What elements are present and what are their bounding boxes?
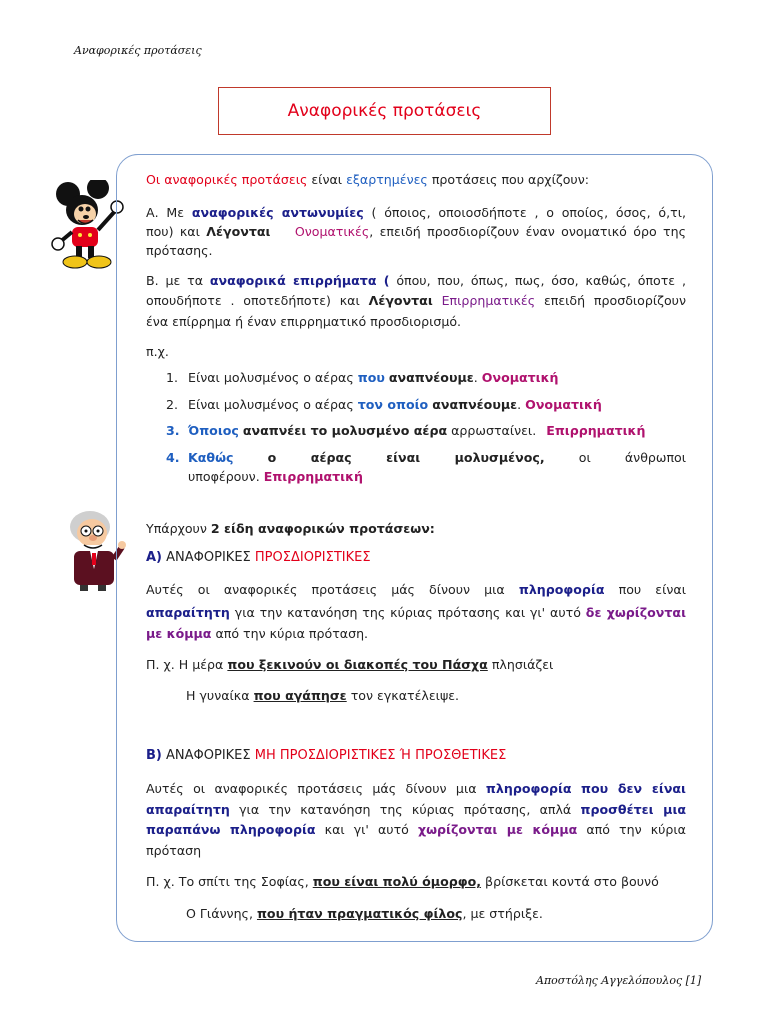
adverbs-line-3: ένα επίρρημα ή έναν επιρρηματικό προσδιορισμό. (146, 314, 462, 329)
section-a-line-3: με κόμμα από την κύρια πρόταση. (146, 626, 369, 641)
types-heading: Υπάρχουν 2 είδη αναφορικών προτάσεων: (146, 521, 435, 536)
section-b-line-4: πρόταση (146, 843, 202, 858)
pronouns-line-1: Α. Με αναφορικές αντωνυμίες ( όποιος, οποιοσδήποτε , ο οποίος, όσος, ό,τι, (146, 205, 686, 220)
adverbs-line-1: Β. με τα αναφορικά επιρρήματα ( όπου, που, όπως, πως, όσο, καθώς, όποτε , (146, 273, 686, 288)
adverbs-line-2: οπουδήποτε . οποτεδήποτε) και Λέγονται Επιρρηματικές επειδή προσδιορίζουν (146, 293, 686, 308)
section-b-line-1: Αυτές οι αναφορικές προτάσεις μάς δίνουν μια πληροφορία που δεν είναι (146, 781, 686, 796)
section-a-line-2: απαραίτητη για την κατανόηση της κύριας πρότασης και γι' αυτό δε χωρίζονται (146, 605, 686, 620)
title-box (218, 87, 551, 135)
example-1: 1. Είναι μολυσμένος ο αέρας που αναπνέουμε. Ονοματική (166, 370, 559, 385)
section-b-line-2: απαραίτητη για την κατανόηση της κύριας πρότασης, απλά προσθέτει μια (146, 802, 687, 817)
mickey-mouse-icon (50, 180, 126, 272)
section-b-example-1: Π. χ. Το σπίτι της Σοφίας, που είναι πολύ όμορφο, βρίσκεται κοντά στο βουνό (146, 874, 659, 889)
example-4-line-2: υποφέρουν. Επιρρηματική (188, 469, 363, 484)
example-3: 3. Όποιος αναπνέει το μολυσμένο αέρα αρρωσταίνει. Επιρρηματική (166, 423, 646, 438)
section-a-example-1: Π. χ. Η μέρα που ξεκινούν οι διακοπές του Πάσχα πλησιάζει (146, 657, 554, 672)
example-4-line-1: 4. Καθώς ο αέρας είναι μολυσμένος, οι άνθρωποι (166, 450, 686, 465)
pronouns-line-2: που) και Λέγονται Ονοματικές, επειδή προσδιορίζουν έναν ονοματικό όρο της (146, 224, 686, 239)
section-a-example-2: Η γυναίκα που αγάπησε τον εγκατέλειψε. (186, 688, 460, 703)
example-2: 2. Είναι μολυσμένος ο αέρας τον οποίο αναπνέουμε. Ονοματική (166, 397, 602, 412)
section-b-heading: Β) ΑΝΑΦΟΡΙΚΕΣ ΜΗ ΠΡΟΣΔΙΟΡΙΣΤΙΚΕΣ Ή ΠΡΟΣΘΕΤΙΚΕΣ (146, 748, 507, 763)
example-label: π.χ. (146, 344, 169, 359)
page-title: Αναφορικές προτάσεις (287, 101, 482, 121)
intro-line: Οι αναφορικές προτάσεις είναι εξαρτημένες προτάσεις που αρχίζουν: (146, 172, 589, 187)
section-b-example-2: Ο Γιάννης, που ήταν πραγματικός φίλος, με στήριξε. (186, 906, 543, 921)
pronouns-line-3: πρότασης. (146, 243, 213, 258)
section-a-heading: Α) ΑΝΑΦΟΡΙΚΕΣ ΠΡΟΣΔΙΟΡΙΣΤΙΚΕΣ (146, 550, 371, 565)
page-footer: Αποστόλης Αγγελόπουλος [1] (536, 974, 702, 987)
section-b-line-3: παραπάνω πληροφορία και γι' αυτό χωρίζονται με κόμμα από την κύρια (146, 822, 686, 837)
page-header: Αναφορικές προτάσεις (74, 44, 202, 57)
section-a-line-1: Αυτές οι αναφορικές προτάσεις μάς δίνουν μια πληροφορία που είναι (146, 582, 686, 597)
